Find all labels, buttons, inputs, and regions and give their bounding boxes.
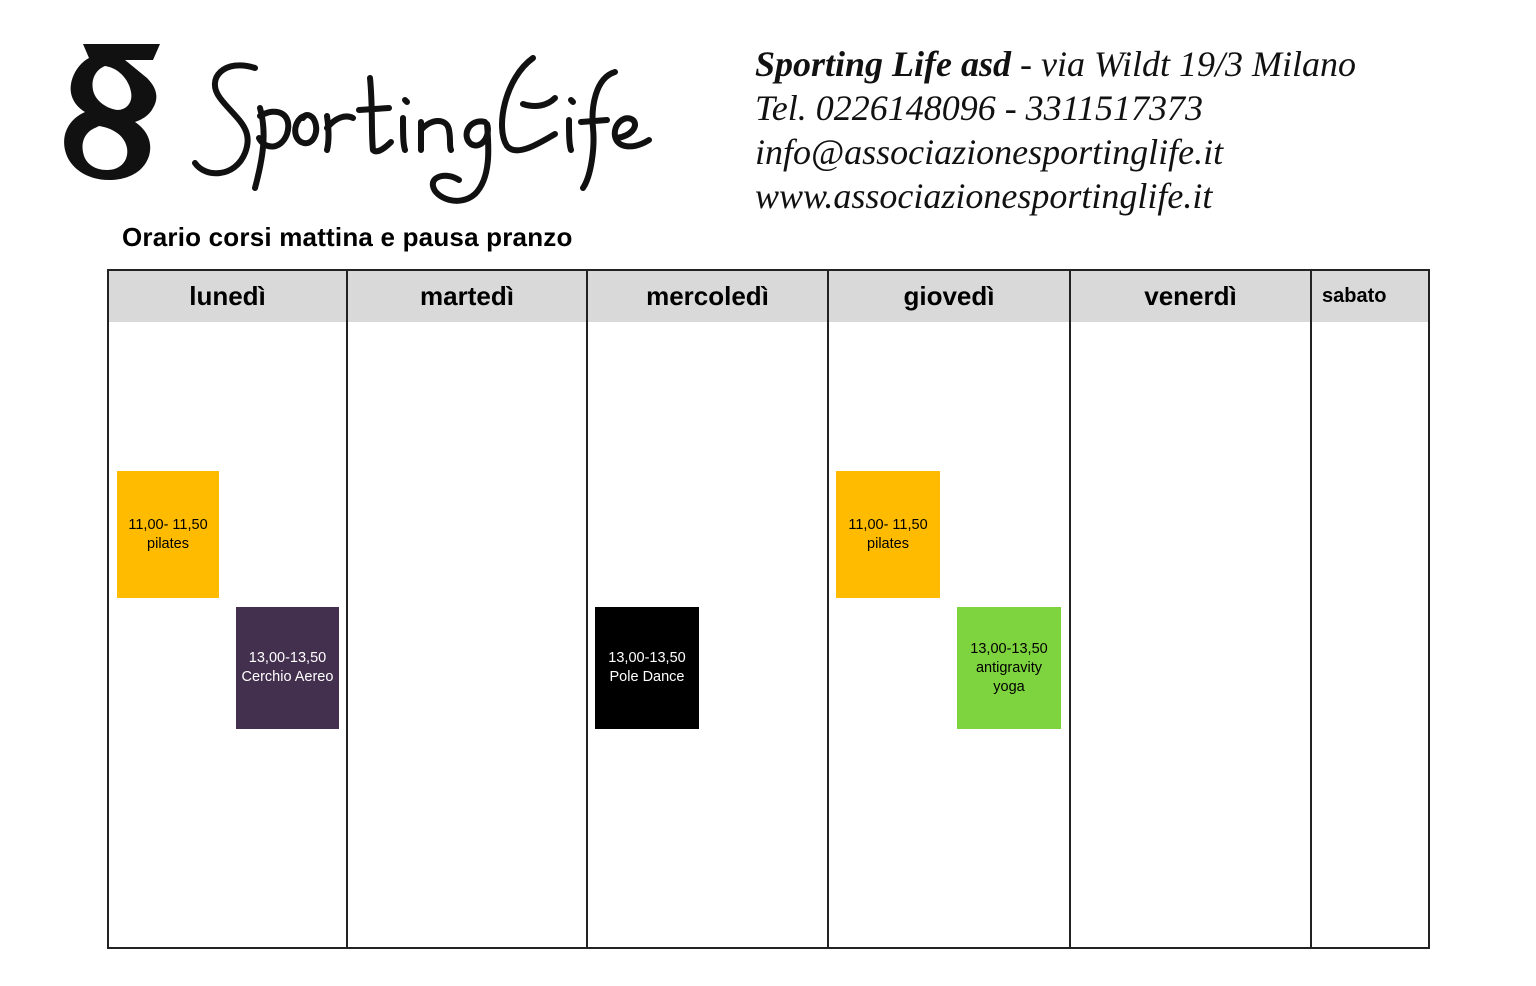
course-name-line2: yoga xyxy=(993,678,1025,695)
course-monday-cerchio-aereo xyxy=(236,607,339,729)
course-time: 13,00-13,50 xyxy=(970,640,1048,657)
contact-address-line xyxy=(755,42,1356,86)
course-name: pilates xyxy=(147,535,189,552)
weekly-schedule-grid xyxy=(107,269,1430,949)
course-wednesday-pole-dance xyxy=(595,607,699,729)
day-header-wednesday: mercoledì xyxy=(588,271,827,322)
website-url[interactable]: www.associazionesportinglife.it xyxy=(755,176,1213,216)
email-address[interactable]: info@associazionesportinglife.it xyxy=(755,132,1224,172)
contact-info xyxy=(755,42,1356,218)
course-thursday-antigravity-yoga xyxy=(957,607,1061,729)
day-column-monday xyxy=(109,271,348,947)
course-name: Cerchio Aereo xyxy=(241,669,334,685)
course-monday-pilates xyxy=(117,471,219,598)
course-thursday-pilates xyxy=(836,471,940,598)
course-time: 13,00-13,50 xyxy=(248,650,327,666)
day-column-wednesday xyxy=(588,271,829,947)
course-name-line1: antigravity xyxy=(975,659,1043,676)
day-header-monday: lunedì xyxy=(109,271,346,322)
course-time: 13,00-13,50 xyxy=(608,650,686,666)
course-name: Pole Dance xyxy=(609,669,685,685)
day-header-tuesday: martedì xyxy=(348,271,586,322)
course-name: pilates xyxy=(867,535,909,552)
day-header-thursday: giovedì xyxy=(829,271,1069,322)
day-column-tuesday xyxy=(348,271,588,947)
course-time: 11,00- 11,50 xyxy=(128,516,208,533)
day-header-friday: venerdì xyxy=(1071,271,1310,322)
day-column-friday xyxy=(1071,271,1312,947)
phone-numbers: Tel. 0226148096 - 3311517373 xyxy=(755,88,1204,128)
day-column-thursday xyxy=(829,271,1071,947)
day-header-saturday: sabato xyxy=(1312,271,1428,322)
sporting-life-logo xyxy=(55,38,655,213)
address: - via Wildt 19/3 Milano xyxy=(1011,44,1357,84)
day-column-saturday xyxy=(1312,271,1428,947)
organization-name: Sporting Life asd xyxy=(755,44,1012,84)
course-time: 11,00- 11,50 xyxy=(848,516,928,533)
schedule-title: Orario corsi mattina e pausa pranzo xyxy=(122,222,573,252)
